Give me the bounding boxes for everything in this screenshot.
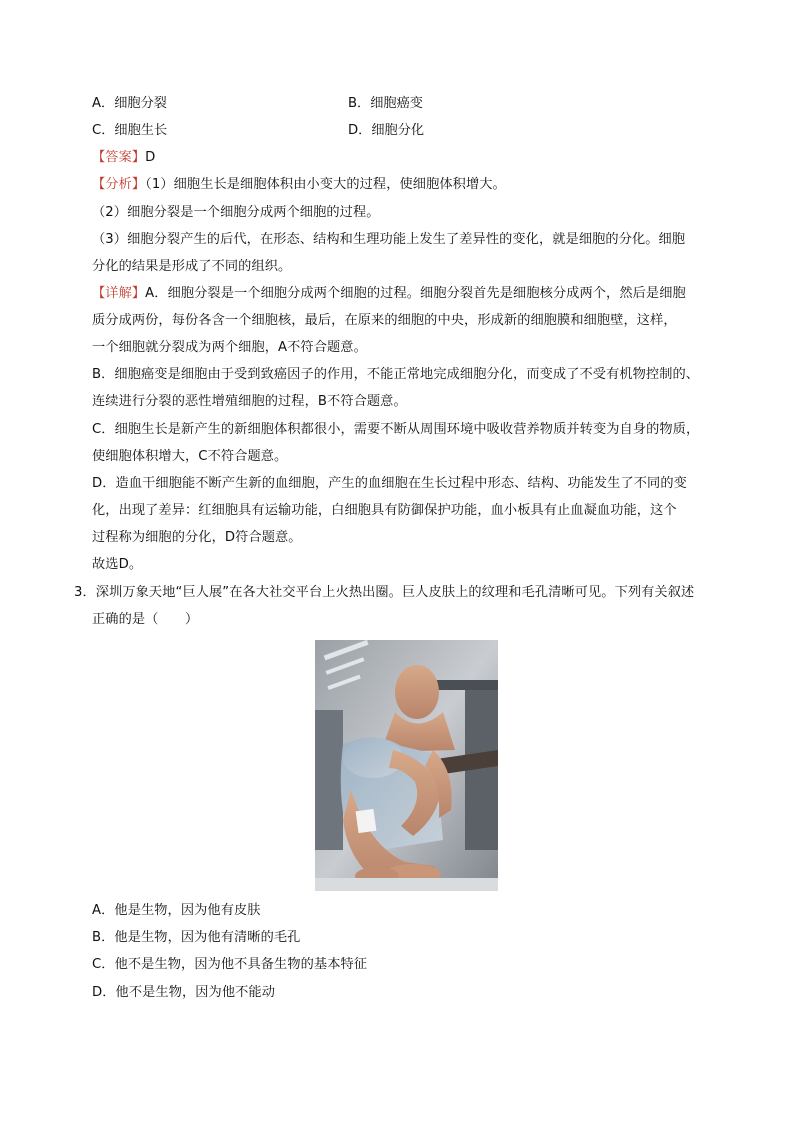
question-number: 3． xyxy=(74,585,96,600)
detail-line-3: 一个细胞就分裂成为两个细胞，A不符合题意。 xyxy=(92,340,367,355)
detail-line-2: 质分成两份，每份各含一个细胞核，最后，在原来的细胞的中央，形成新的细胞膜和细胞壁，这样， xyxy=(92,313,677,328)
question-3-option-d: D．他不是生物，因为他不能动 xyxy=(92,985,275,1000)
question-3-stem-line-2: 正确的是（ ） xyxy=(92,612,199,627)
analysis-line-3: （3）细胞分裂产生的后代，在形态、结构和生理功能上发生了差异性的变化，就是细胞的分化。细胞 xyxy=(92,232,686,247)
detail-line-8: D．造血干细胞能不断产生新的血细胞，产生的血细胞在生长过程中形态、结构、功能发生了不同的变 xyxy=(92,476,687,491)
detail-line-4: B．细胞癌变是细胞由于受到致癌因子的作用，不能正常地完成细胞分化，而变成了不受有机物控制的、 xyxy=(92,367,700,382)
option-letter: B． xyxy=(348,96,371,111)
option-text: 细胞分裂 xyxy=(114,96,167,111)
detail-line-1 xyxy=(92,284,686,304)
option-letter: D． xyxy=(348,123,372,138)
detail-line-6: C．细胞生长是新产生的新细胞体积都很小，需要不断从周围环境中吸收营养物质并转变为自身的物质， xyxy=(92,422,700,437)
giant-statue-photo xyxy=(315,640,498,891)
question-3-option-c: C．他不是生物，因为他不具备生物的基本特征 xyxy=(92,957,368,972)
option-text: 细胞癌变 xyxy=(370,96,423,111)
analysis-line-1 xyxy=(92,175,506,195)
detail-tag: 【详解】 xyxy=(92,286,146,301)
detail-line-10: 过程称为细胞的分化，D符合题意。 xyxy=(92,530,302,545)
detail-line-7: 使细胞体积增大，C不符合题意。 xyxy=(92,449,288,464)
conclusion-line: 故选D。 xyxy=(92,557,143,572)
option-text: 细胞分化 xyxy=(371,123,425,138)
analysis-text: （1）细胞生长是细胞体积由小变大的过程，使细胞体积增大。 xyxy=(145,177,506,192)
detail-line-5: 连续进行分裂的恶性增殖细胞的过程，B不符合题意。 xyxy=(92,394,407,409)
detail-text: A．细胞分裂是一个细胞分成两个细胞的过程。细胞分裂首先是细胞核分成两个，然后是细胞 xyxy=(145,286,686,301)
question-3-stem-line-1 xyxy=(74,583,694,603)
option-b xyxy=(348,94,423,114)
option-a xyxy=(92,94,167,114)
option-text: 细胞生长 xyxy=(114,123,168,138)
question-3-option-b: B．他是生物，因为他有清晰的毛孔 xyxy=(92,930,301,945)
question-3-option-a: A．他是生物，因为他有皮肤 xyxy=(92,903,261,918)
answer-line xyxy=(92,148,155,168)
option-letter: C． xyxy=(92,123,115,138)
option-letter: A． xyxy=(92,96,115,111)
option-d xyxy=(348,121,424,141)
answer-value: D xyxy=(145,150,156,165)
analysis-tag: 【分析】 xyxy=(92,177,146,192)
analysis-line-2: （2）细胞分裂是一个细胞分成两个细胞的过程。 xyxy=(92,205,380,220)
detail-line-9: 化，出现了差异：红细胞具有运输功能，白细胞具有防御保护功能，血小板具有止血凝血功能，这个 xyxy=(92,503,677,518)
question-stem-text: 深圳万象天地“巨人展”在各大社交平台上火热出圈。巨人皮肤上的纹理和毛孔清晰可见。下列有关叙述 xyxy=(95,585,695,600)
answer-tag: 【答案】 xyxy=(92,150,146,165)
analysis-line-4: 分化的结果是形成了不同的组织。 xyxy=(92,259,292,274)
option-c xyxy=(92,121,167,141)
